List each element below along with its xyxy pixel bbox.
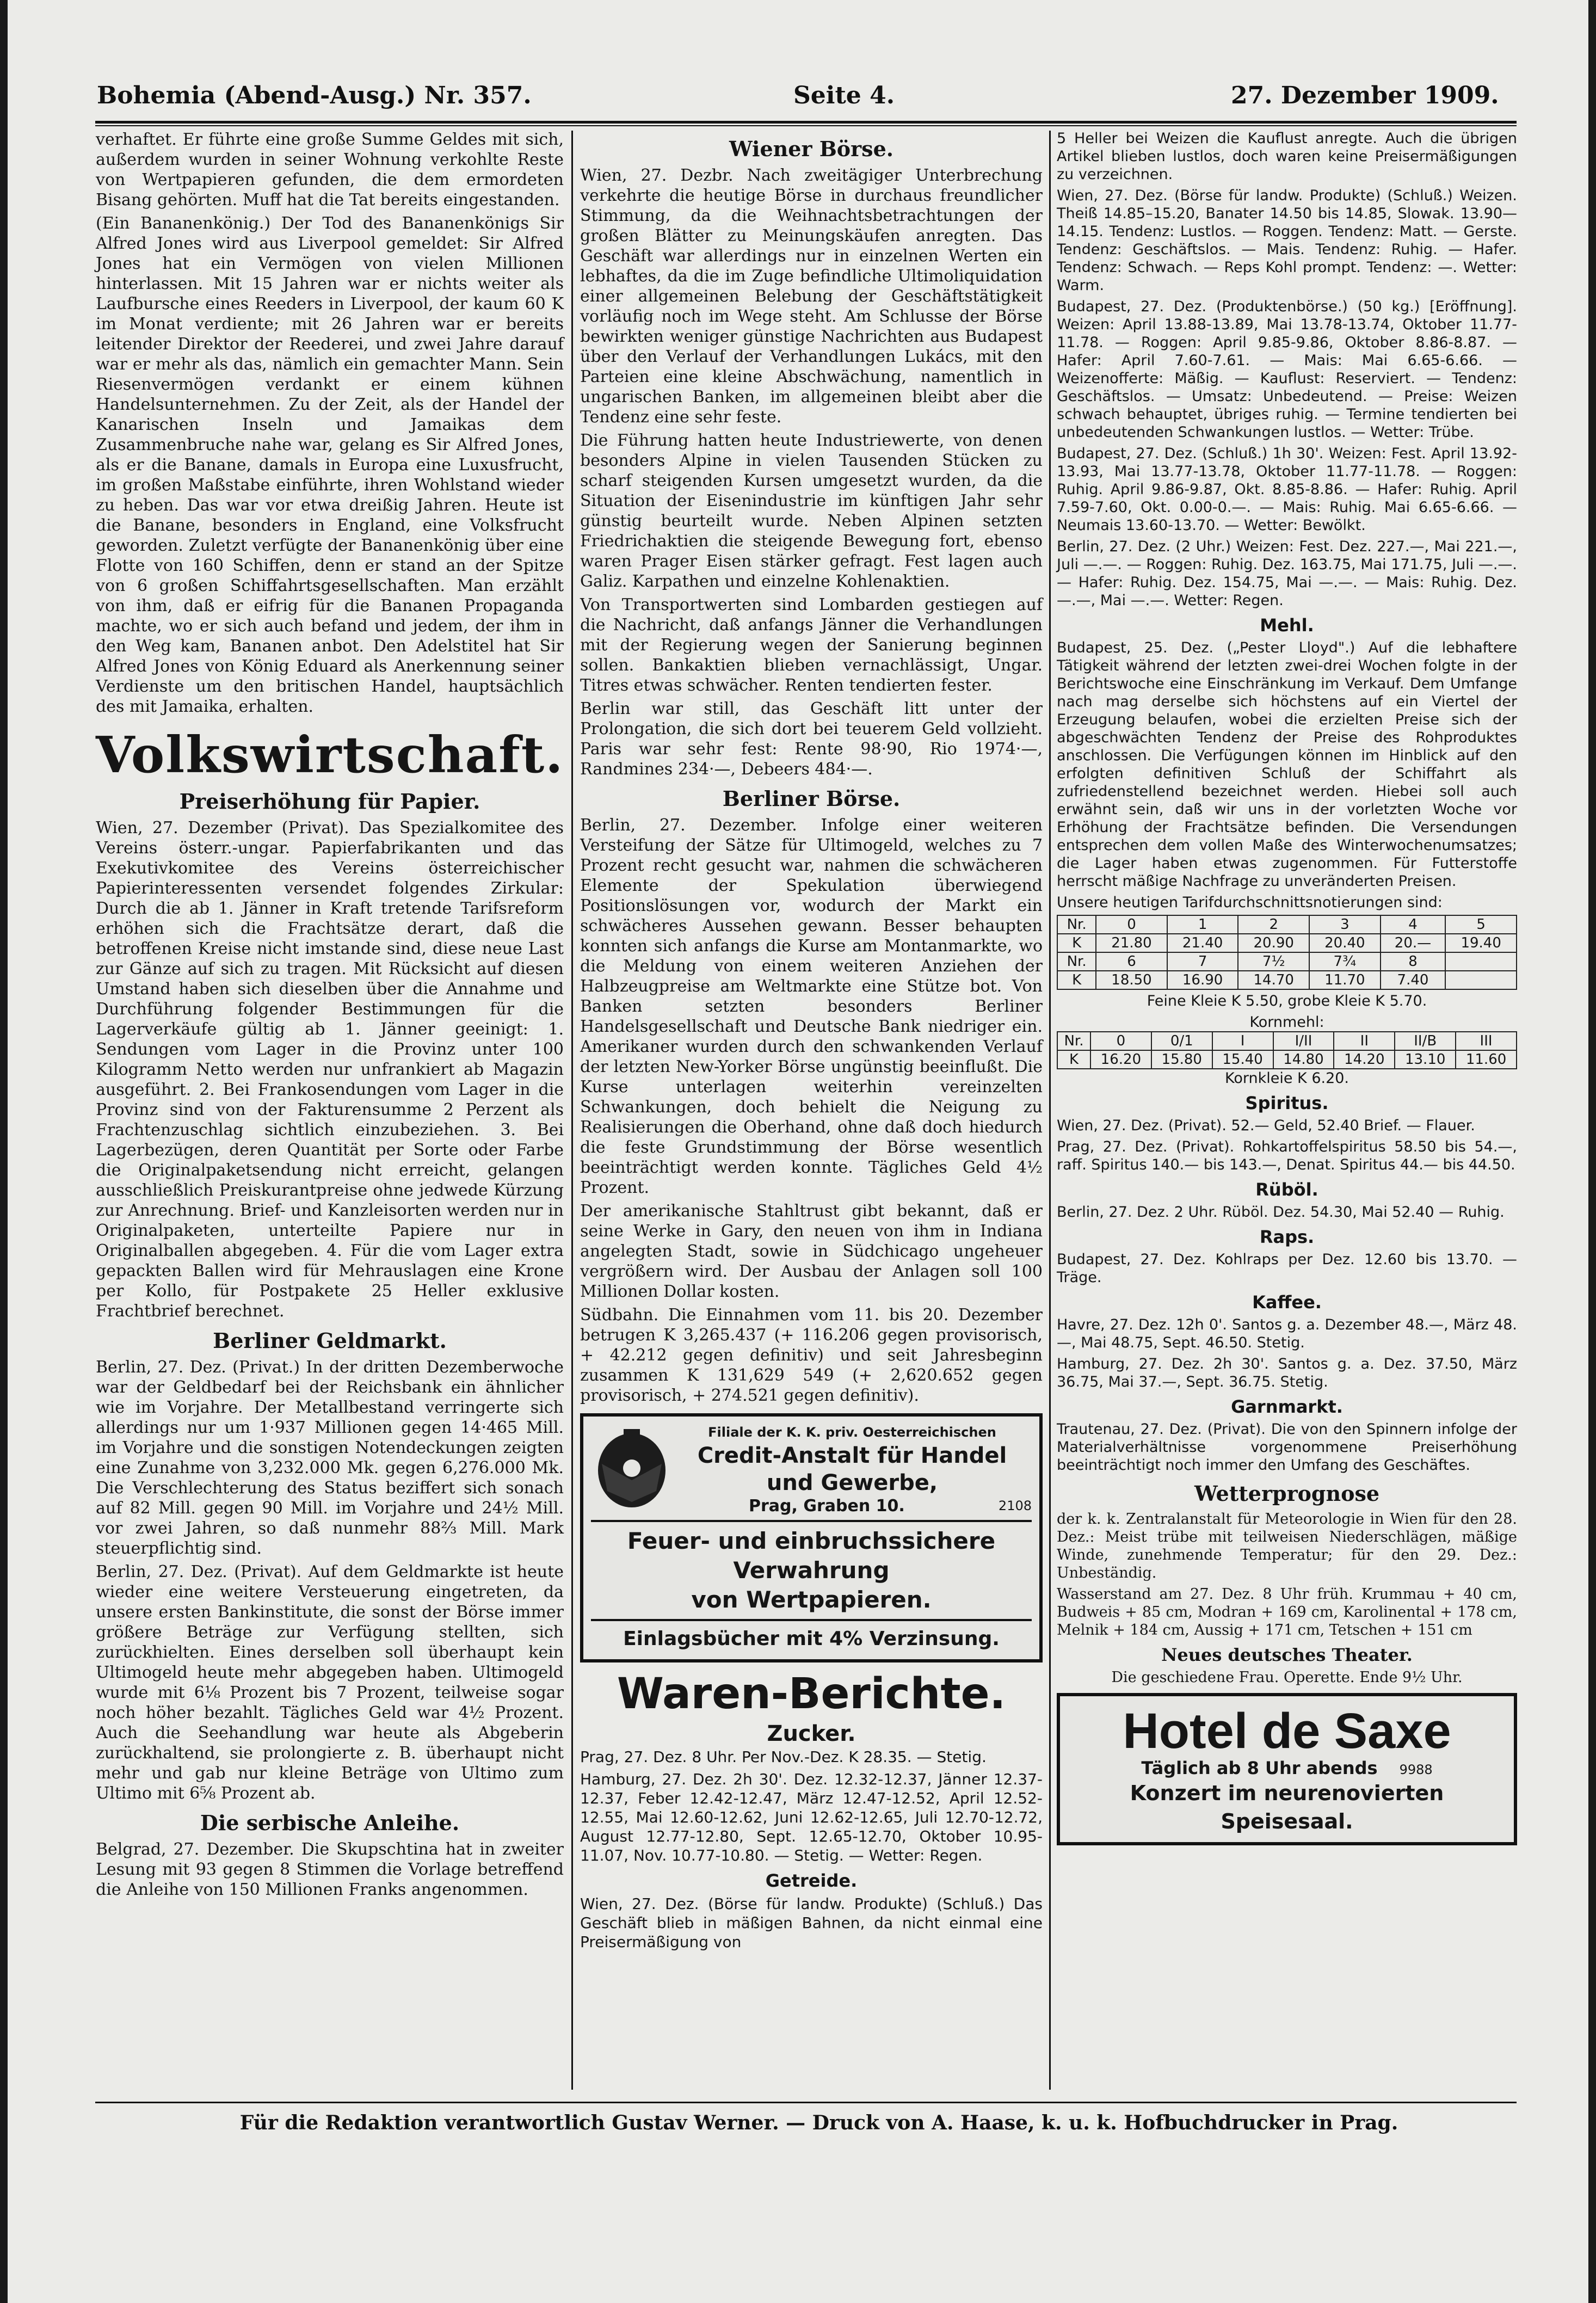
scan-edge-right (1588, 0, 1596, 2303)
getreide-wien: Wien, 27. Dez. (Börse für landw. Produkte) (Schluß.) Das Geschäft blieb in mäßigen Bahnen, da nicht einmal eine Preisermäßigung von (580, 1895, 1043, 1951)
header-rule-thin (95, 125, 1517, 126)
header-right: 27. Dezember 1909. (1231, 82, 1499, 109)
wetter-title: Wetterprognose (1194, 1481, 1380, 1506)
c3-budapest-2: Budapest, 27. Dez. (Schluß.) 1h 30'. Weizen: Fest. April 13.92-13.93, Mai 13.77-13.78, Oktober 11.77-11.78. — Roggen: Ruhig. April 9.86-9.87, Okt. 8.85-8.86. — Hafer: Ruhig. April 7.59-7.60, Okt. 0.00-0.—. — Mais: Ruhig. Mai 6.65-6.66. — Neumais 13.60-13.70. — Wetter: Bewölkt. (1057, 445, 1517, 534)
berlin-boerse: Berlin, 27. Dezember. Infolge einer weiteren Versteifung der Sätze für Ultimogeld, welches zu 7 Prozent recht gesucht war, nahmen die schwächeren Elemente der Spekulation überwiegend Positionslösungen vor, wodurch der Markt ein schwächeres Aussehen gewann. Besser behaupten konnten sich anfangs die Kurse am Montanmarkte, wo die Meldung von einem weiteren Anziehen der Halbzeugpreise am Weltmarkte eine Stütze bot. Von Banken setzten besonders Berliner Handelsgesellschaft und Deutsche Bank niedriger ein. Amerikaner wurden durch den schwankenden Verlauf der letzten New-Yorker Börse ungünstig beeinflußt. Die Kurse unterlagen weiterhin vereinzelten Schwankungen, doch behielt die Neigung zu Realisierungen die Oberhand, ohne daß doch hiedurch die feste Grundstimmung der Börse wesentlich beeinträchtigt werden konnte. Tägliches Geld 4½ Prozent. (580, 816, 1043, 1197)
zucker-hamburg: Hamburg, 27. Dez. 2h 30'. Dez. 12.32-12.37, Jänner 12.37-12.37, Feber 12.42-12.47, März 12.47-12.52, April 12.52-12.55, Mai 12.60-12.62, Juni 12.62-12.65, Juli 12.70-12.72, August 12.77-12.80, Sept. 12.65-12.70, Oktober 10.95-11.07, Nov. 10.77-10.80. — Stetig. — Wetter: Regen. (580, 1770, 1043, 1864)
ruboel-text: Berlin, 27. Dez. 2 Uhr. Rüböl. Dez. 54.30, Mai 52.40 — Ruhig. (1057, 1204, 1505, 1221)
section-title: Volkswirtschaft. (96, 725, 564, 784)
tarif-table (1057, 915, 1517, 990)
kleie-text: Feine Kleie K 5.50, grobe Kleie K 5.70. (1147, 993, 1427, 1009)
wien-boerse-4: Berlin war still, das Geschäft litt unter der Prolongation, die sich dort bei teuerem Geld vollzieht. Paris war sehr fest: Rente 98·90, Rio 1974·—, Randmines 234·—, Debeers 484·—. (580, 699, 1043, 779)
eagle-emblem-icon (591, 1426, 673, 1513)
tarif-intro: Unsere heutigen Tarifdurchschnittsnotierungen sind: (1057, 894, 1443, 911)
ad-line-4: Feuer- und einbruchssichere Verwahrung (627, 1528, 996, 1584)
ad-line-3: Prag, Graben 10. (749, 1497, 905, 1516)
papier-title: Preiserhöhung für Papier. (179, 789, 480, 814)
ruboel-title: Rüböl. (1255, 1179, 1318, 1200)
hotel-line-1: Täglich ab 8 Uhr abends (1141, 1758, 1378, 1778)
c3-wien: Wien, 27. Dez. (Börse für landw. Produkte) (Schluß.) Weizen. Theiß 14.85–15.20, Banater 14.50 bis 14.85, Slowak. 13.90—14.15. Tendenz: Lustlos. — Roggen. Tendenz: Matt. — Gerste. Tendenz: Geschäftslos. — Mais. Tendenz: Ruhig. — Hafer. Tendenz: Schwach. — Reps Kohl prompt. Tendenz: —. Wetter: Warm. (1057, 187, 1517, 294)
c3-berlin: Berlin, 27. Dez. (2 Uhr.) Weizen: Fest. Dez. 227.—, Mai 221.—, Juli —.—. — Roggen: Ruhig. Dez. 163.75, Mai 171.75, Juli —.—. — Hafer: Ruhig. Dez. 154.75, Mai —.—. — Mais: Ruhig. Dez. —.—, Mai —.—. Wetter: Regen. (1057, 538, 1517, 609)
zucker-title: Zucker. (767, 1721, 856, 1746)
suedbahn: Südbahn. Die Einnahmen vom 11. bis 20. Dezember betrugen K 3,265.437 (+ 116.206 gegen provisorisch, + 42.212 gegen definitiv) und seit Jahresbeginn zusammen K 131,629 549 (+ 2,620.652 gegen provisorisch, + 274.521 gegen definitiv). (580, 1306, 1043, 1405)
spiritus-prag: Prag, 27. Dez. (Privat). Rohkartoffelspiritus 58.50 bis 54.—, raff. Spiritus 140.— bis 143.—, Denat. Spiritus 44.— bis 44.50. (1057, 1138, 1517, 1173)
ad-top (591, 1423, 1032, 1516)
raps-title: Raps. (1259, 1227, 1315, 1247)
kaffee-hamburg: Hamburg, 27. Dez. 2h 30'. Santos g. a. Dez. 37.50, März 36.75, Mai 37.—, Sept. 36.75. Stetig. (1057, 1356, 1517, 1390)
hotel-name: Hotel de Saxe (1123, 1703, 1451, 1759)
korn-row-head: Nr. 0 0/1 I I/II II II/B III (1057, 1032, 1517, 1050)
ad-bank-text (673, 1423, 1032, 1516)
wasserstand-text: Wasserstand am 27. Dez. 8 Uhr früh. Krummau + 40 cm, Budweis + 85 cm, Modran + 169 cm, Karolinental + 178 cm, Melnik + 184 cm, Aussig + 171 cm, Tetschen + 151 cm (1057, 1586, 1517, 1639)
header-center: Seite 4. (793, 82, 895, 109)
zucker-prag: Prag, 27. Dez. 8 Uhr. Per Nov.-Dez. K 28.35. — Stetig. (580, 1748, 987, 1766)
garn-title: Garnmarkt. (1231, 1396, 1343, 1417)
c3-budapest-1: Budapest, 27. Dez. (Produktenbörse.) (50 kg.) [Eröffnung]. Weizen: April 13.88-13.89, Mai 13.78-13.74, Oktober 11.77-11.78. — Roggen: April 9.85-9.86, Oktober 8.86-8.87. — Hafer: April 7.60-7.61. — Mais: Mai 6.65-6.66. — Weizenofferte: Mäßig. — Kauflust: Reserviert. — Tendenz: Geschäftslos. — Umsatz: Unbedeutend. — Preise: Weizen schwach behauptet, übriges ruhig. — Termine tendierten bei unbedeutenden Schwankungen lustlos. — Wetter: Trübe. (1057, 298, 1517, 441)
wetter-text: der k. k. Zentralanstalt für Meteorologie in Wien für den 28. Dez.: Meist trübe mit teilweisen Niederschlägen, mäßige Winde, zunehmende Temperatur; für den 29. Dez.: Unbeständig. (1057, 1511, 1517, 1581)
header-rule (95, 121, 1517, 124)
bank-advertisement (580, 1413, 1043, 1662)
theater-text: Die geschiedene Frau. Operette. Ende 9½ Uhr. (1111, 1669, 1463, 1686)
header-left: Bohemia (Abend-Ausg.) Nr. 357. (97, 82, 532, 109)
theater-title: Neues deutsches Theater. (1161, 1645, 1413, 1665)
korn-row-vals: K 16.20 15.80 15.40 14.80 14.20 13.10 11.60 (1057, 1050, 1517, 1069)
column-divider-1 (571, 131, 573, 2090)
stahltrust: Der amerikanische Stahltrust gibt bekannt, daß er seine Werke in Gary, den neuen von ihm in Indiana angelegten Stadt, sowie in Südchicago ungeheuer vergrößern wird. Der Ausbau der Anlagen soll 100 Millionen Dollar kosten. (580, 1202, 1043, 1301)
wien-boerse-1: Wien, 27. Dezbr. Nach zweitägiger Unterbrechung verkehrte die heutige Börse in durchaus freundlicher Stimmung, da die Weihnachtsbetrachtungen der großen Blätter zu Meinungskäufen anregten. Das Geschäft war allerdings nur in einzelnen Werten ein lebhaftes, da die im Zuge befindliche Ultimoliquidation einer allgemeinen Belebung der Geschäftstätigkeit vorläufig noch im Wege steht. Am Schlusse der Börse bewirkten weniger günstige Nachrichten aus Budapest über den Verlauf der Verhandlungen Lukács, mit den Parteien eine kleine Abschwächung, namentlich in ungarischen Banken, im allgemeinen bleibt aber die Tendenz eine sehr feste. (580, 166, 1043, 427)
berlin-boerse-title: Berliner Börse. (722, 786, 901, 811)
banana-article: (Ein Bananenkönig.) Der Tod des Bananenkönigs Sir Alfred Jones wird aus Liverpool gemeldet: Sir Alfred Jones hat ein Vermögen von vielen Millionen hinterlassen. Mit 15 Jahren war er nichts weiter als Laufbursche eines Reeders in Liverpool, der kaum 60 K im Monat verdiente; mit 26 Jahren war er bereits leitender Direktor der Reederei, und zwei Jahre darauf war er mehr als das, nämlich ein gemachter Mann. Sein Riesenvermögen verdankt er einem kühnen Handelsunternehmen. Zu der Zeit, als der Handel der Kanarischen Inseln und Jamaikas dem Zusammenbruche nahe war, gelang es Sir Alfred Jones, als er die Banane, damals in Europa eine Luxusfrucht, im großen Maßstabe einführte, ihren Wohlstand wieder zu heben. Das war vor etwa dreißig Jahren. Heute ist die Banane, besonders in England, eine Volksfrucht geworden. Zuletzt verfügte der Bananenkönig über eine Flotte von 160 Schiffen, denn er stand an der Spitze von 6 großen Schiffahrtsgesellschaften. Man erzählt von ihm, daß er eifrig für die Bananen Propaganda machte, wo er sich auch befand und jedem, der ihm in den Weg kam, Bananen anbot. Den Adelstitel hat Sir Alfred Jones von König Eduard als Anerkennung seiner Verdienste um den britischen Handel, hauptsächlich des mit Jamaika, erhalten. (96, 214, 564, 716)
hotel-row (1069, 1759, 1505, 1779)
serb-title: Die serbische Anleihe. (200, 1811, 460, 1835)
kaffee-title: Kaffee. (1252, 1292, 1322, 1313)
getreide-title: Getreide. (765, 1870, 858, 1891)
hotel-line-2: Konzert im neurenovierten Speisesaal. (1130, 1781, 1444, 1833)
ad-line-5: von Wertpapieren. (691, 1586, 932, 1613)
ad-number: 2108 (998, 1498, 1032, 1513)
c3-top: 5 Heller bei Weizen die Kauflust anregte. Auch die übrigen Artikel blieben lustlos, doch waren keine Preisermäßigungen zu verzeichnen. (1057, 130, 1517, 183)
column-divider-2 (1049, 131, 1051, 2090)
column-1 (96, 130, 564, 1903)
wien-boerse-2: Die Führung hatten heute Industriewerte, von denen besonders Alpine in vielen Tausenden Stücken zu scharf steigenden Kursen umgesetzt wurden, da die Situation der Eisenindustrie im künftigen Jahr sehr günstig beurteilt wurde. Neben Alpinen setzten Friedrichaktien die steigende Bewegung fort, ebenso waren Prager Eisen stärker gefragt. Fest lagen auch Galiz. Karpathen und einzelne Kohlenaktien. (580, 431, 1043, 591)
geld-article: Berlin, 27. Dez. (Privat.) In der dritten Dezemberwoche war der Geldbedarf bei der Reichsbank ein ähnlicher wie im Vorjahre. Der Metallbestand verringerte sich allerdings nur um 1·937 Millionen gegen 14·465 Mill. im Vorjahre und die sonstigen Notendeckungen zeigten eine Zunahme von 3,232.000 Mk. gegen 6,276.000 Mk. Die Verschlechterung des Status beziffert sich sonach auf 82 Mill. gegen 90 Mill. im Vorjahre und 24½ Mill. vor zwei Jahren, so daß nunmehr 88⅔ Mill. Mark steuerpflichtig sind. (96, 1358, 564, 1558)
spiritus-title: Spiritus. (1245, 1093, 1329, 1113)
tarif-row-vals-2: K 18.50 16.90 14.70 11.70 7.40 (1057, 971, 1517, 989)
wien-boerse-3: Von Transportwerten sind Lombarden gestiegen auf die Nachricht, daß anfangs Jänner die Verhandlungen mit der Regierung wegen der Sanierung beginnen sollen. Bankaktien blieben vernachlässigt, Ungar. Titres etwas schwächer. Renten tendierten fester. (580, 595, 1043, 695)
scan-edge-left (0, 0, 8, 2303)
geld-article-2: Berlin, 27. Dez. (Privat). Auf dem Geldmarkte ist heute wieder eine weitere Versteuerung eingetreten, da unsere ersten Bankinstitute, die sonst der Börse immer größere Beträge zur Verfügung stellten, sich zurückhielten. Eines derselben soll überhaupt kein Ultimogeld heute mehr abgegeben haben. Ultimogeld wurde mit 6⅛ Prozent bis 7 Prozent, teilweise sogar noch höher bezahlt. Tägliches Geld war 4½ Prozent. Auch die Seehandlung war heute als Abgeberin zurückhaltend, sie prolongierte z. B. überhaupt nicht mehr und gab nur kleine Beträge von Ultimo zum Ultimo mit 6⅝ Prozent ab. (96, 1562, 564, 1803)
intro-text: verhaftet. Er führte eine große Summe Geldes mit sich, außerdem wurden in seiner Wohnung verkohlte Reste von Wertpapieren gefunden, die dem ermordeten Bisang gehörten. Muff hat die Tat bereits eingestanden. (96, 130, 564, 210)
mehl-title: Mehl. (1260, 615, 1314, 636)
tarif-row-vals-1: K 21.80 21.40 20.90 20.40 20.— 19.40 (1057, 934, 1517, 952)
ad-line-6: Einlagsbücher mit 4% Verzinsung. (623, 1628, 1000, 1650)
column-3 (1057, 130, 1517, 1845)
spiritus-wien: Wien, 27. Dez. (Privat). 52.— Geld, 52.40 Brief. — Flauer. (1057, 1117, 1475, 1134)
ad-line-1: Filiale der K. K. priv. Oesterreichischen (708, 1425, 996, 1440)
garn-text: Trautenau, 27. Dez. (Privat). Die von den Spinnern infolge der Materialverhältnisse vorgenommene Preiserhöhung beeinträchtigt noch immer den Umfang des Geschäftes. (1057, 1421, 1517, 1474)
footer-rule (95, 2102, 1517, 2103)
imprint-footer: Für die Redaktion verantwortlich Gustav Werner. — Druck von A. Haase, k. u. k. Hofbuchdrucker in Prag. (239, 2111, 1398, 2134)
geld-title: Berliner Geldmarkt. (213, 1328, 447, 1353)
hotel-advertisement (1057, 1693, 1517, 1845)
raps-text: Budapest, 27. Dez. Kohlraps per Dez. 12.60 bis 13.70. — Träge. (1057, 1251, 1517, 1286)
ad-line-2: Credit-Anstalt für Handel und Gewerbe, (697, 1443, 1007, 1495)
wien-boerse-title: Wiener Börse. (729, 137, 893, 161)
kornkleie-text: Kornkleie K 6.20. (1224, 1070, 1349, 1087)
ad-address-row (673, 1497, 1032, 1516)
mehl-text: Budapest, 25. Dez. („Pester Lloyd".) Auf die lebhaftere Tätigkeit während der letzten zwei-drei Wochen folgte in der Berichtswoche eine Einschränkung im Verkauf. Dem Umfange nach mag derselbe sich höchstens auf ein Viertel der Erzeugung belaufen, wobei die erzielten Preise sich der abgeschwächten Tendenz der Preise des Rohproduktes anschlossen. Die Verfügungen können im Hinblick auf den erfolgten definitiven Schluß der Schiffahrt als zufriedenstellend bezeichnet werden. Hiebei soll auch erwähnt sein, daß wir uns in der vorletzten Woche vor Erhöhung der Frachtsätze befinden. Die Versendungen entsprechen dem vollen Maße des Winterwochenumsatzes; die Lager haben etwas zugenommen. Für Futterstoffe herrscht mäßige Nachfrage zu unveränderten Preisen. (1057, 639, 1517, 890)
papier-article: Wien, 27. Dezember (Privat). Das Spezialkomitee des Vereins österr.-ungar. Papierfabrikanten und das Exekutivkomitee des Vereins österreichischer Papierinteressenten versendet folgendes Zirkular: Durch die ab 1. Jänner in Kraft tretende Tarifsreform erhöhen sich die Frachtsätze derart, daß die betroffenen Kreise nicht imstande sind, diese neue Last zur Gänze auf sich zu tragen. Mit Rücksicht auf diesen Umstand haben sich dieselben über die Annahme und Durchführung folgender Bestimmungen für die Lagerverkäufe gültig ab 1. Jänner geeinigt: 1. Sendungen vom Lager in die Provinz unter 100 Kilogramm Netto werden nur unfrankiert ab Magazin ausgeführt. 2. Bei Frankosendungen vom Lager in die Provinz sind von der Fakturensumme 2 Perzent als Frachtenzuschlag sichtlich einzubeziehen. 3. Bei Lagerbezügen, deren Quantität per Sorte oder Farbe die Originalpaketsendung nicht erreicht, gelangen ausschließlich Preiskurantpreise ohne jedwede Kürzung zur Anrechnung. Brief- und Kanzleisorten werden nur in Originalpaketen, unterteilte Papiere nur in Originalballen abgegeben. 4. Für die vom Lager extra gepackten Ballen wird für Mehrauslagen eine Krone per Kollo, für Postpakete 25 Heller exklusive Frachtbrief berechnet. (96, 818, 564, 1321)
korn-table (1057, 1031, 1517, 1069)
kornmehl-title: Kornmehl: (1249, 1014, 1324, 1031)
serb-article: Belgrad, 27. Dezember. Die Skupschtina hat in zweiter Lesung mit 93 gegen 8 Stimmen die Vorlage betreffend die Anleihe von 150 Millionen Franks angenommen. (96, 1840, 564, 1899)
column-2 (580, 130, 1043, 1955)
hotel-number: 9988 (1399, 1762, 1433, 1777)
tarif-row-head-1: Nr. 0 1 2 3 4 5 (1057, 915, 1517, 934)
waren-title: Waren-Berichte. (617, 1670, 1006, 1719)
kaffee-havre: Havre, 27. Dez. 12h 0'. Santos g. a. Dezember 48.—, März 48.—, Mai 48.75, Sept. 46.50. Stetig. (1057, 1316, 1517, 1351)
tarif-row-head-2: Nr. 6 7 7½ 7¾ 8 (1057, 952, 1517, 971)
